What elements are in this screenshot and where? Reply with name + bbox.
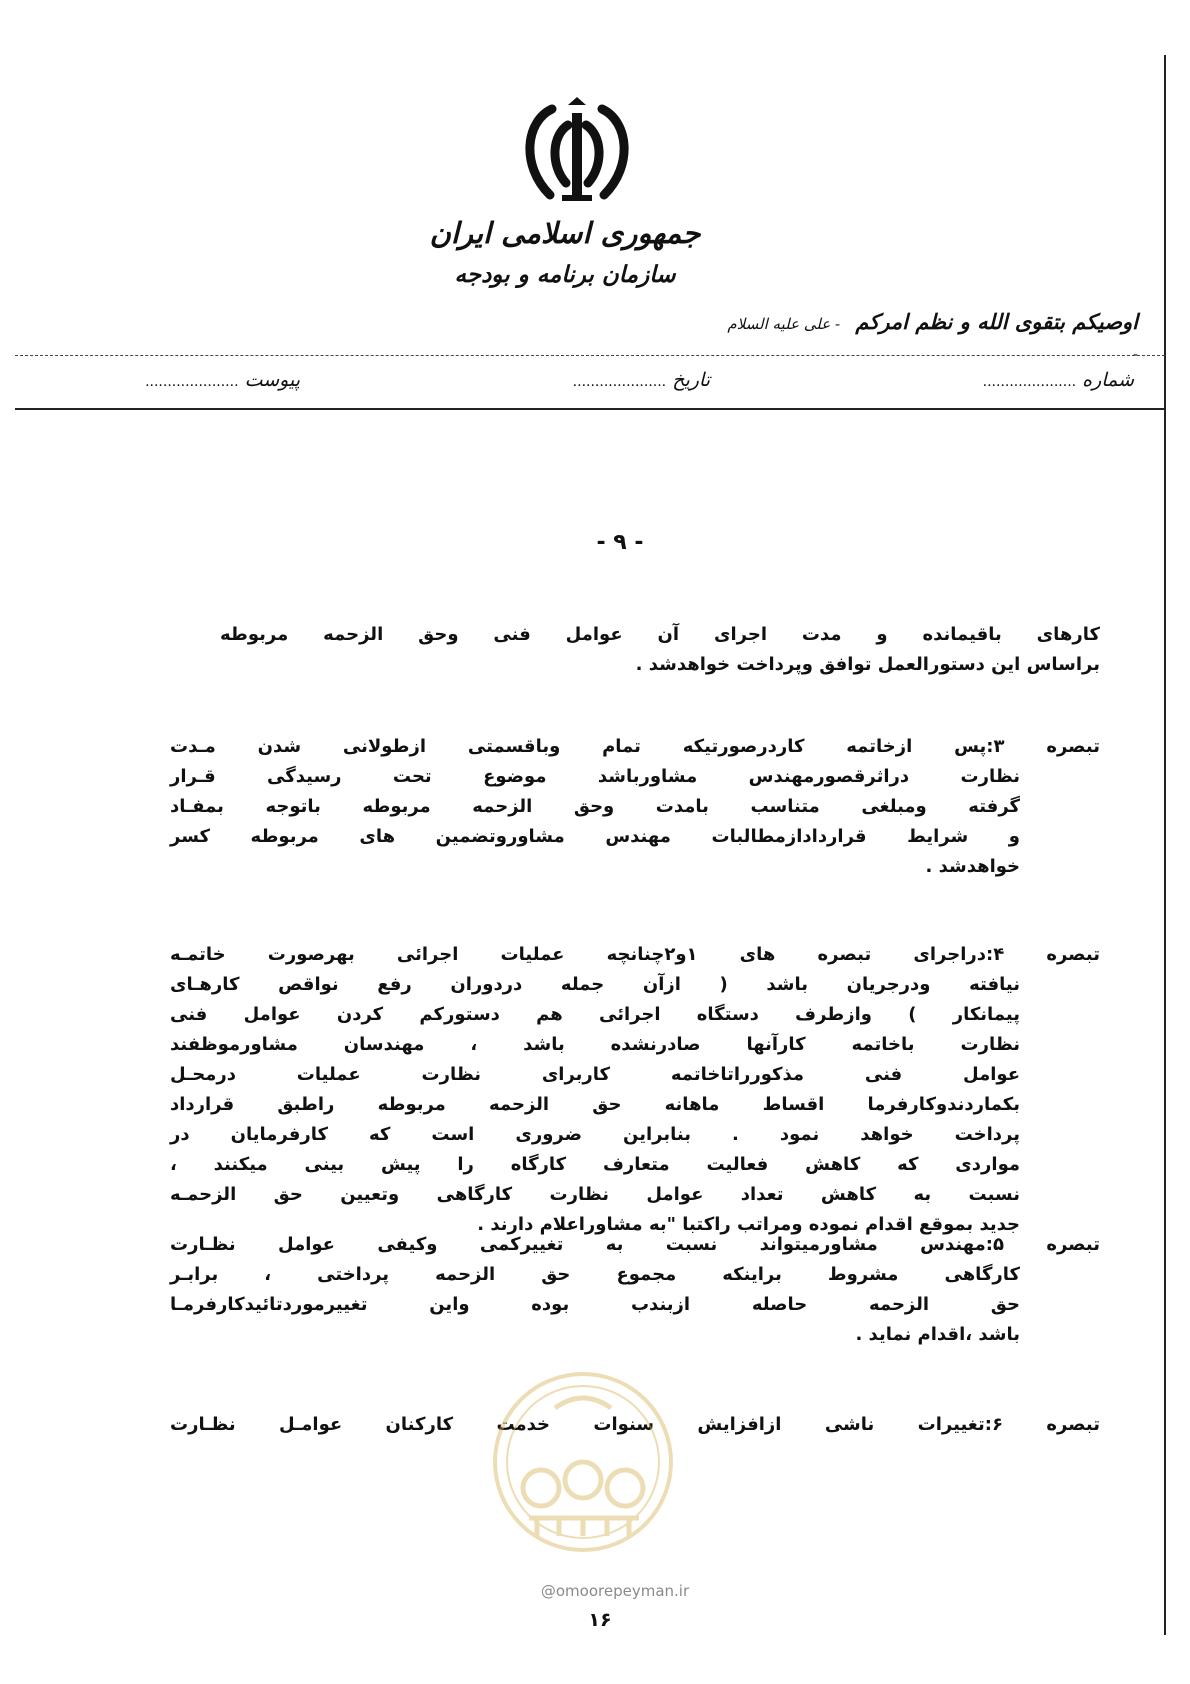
- paragraph-line: مواردی که کاهش فعالیت متعارف کارگاه را پیش بینی میکنند ،: [170, 1154, 1020, 1175]
- header-divider-bottom: [15, 408, 1165, 410]
- date-label: تاریخ: [672, 369, 710, 391]
- right-margin-rule: [1164, 55, 1166, 1635]
- note-tag: تبصره ۳:: [986, 736, 1100, 757]
- paragraph-line: [170, 940, 1100, 970]
- note-tag: تبصره ۶:: [984, 1414, 1100, 1435]
- page-number: ۱۶: [588, 1609, 612, 1631]
- iran-emblem-icon: [512, 95, 642, 207]
- number-field: [983, 367, 1134, 395]
- date-dots: .....................: [572, 374, 667, 390]
- note-3-continuation: [170, 762, 1020, 882]
- number-dots: .....................: [982, 374, 1077, 390]
- date-field: [573, 367, 710, 395]
- watermark-seal-icon: [489, 1368, 677, 1556]
- paragraph-line: براساس این دستورالعمل توافق وپرداخت خواهدشد .: [635, 654, 1100, 675]
- header-divider-top: [15, 355, 1165, 357]
- paragraph-line-text: مهندس مشاورمیتواند نسبت به تغییرکمی وکیفی عوامل نظـارت: [170, 1234, 986, 1255]
- paragraph-line: نسبت به کاهش تعداد عوامل نظارت کارگاهی وتعیین حق الزحمـه: [170, 1184, 1020, 1205]
- paragraph-line: نظارت دراثرقصورمهندس مشاورباشد موضوع تحت رسیدگی قـرار: [170, 766, 1020, 787]
- organization-title: جمهوری اسلامی ایران: [429, 216, 701, 250]
- paragraph-line: پرداخت خواهد نمود . بنابراین ضروری است که کارفرمایان در: [170, 1124, 1020, 1145]
- paragraph-line: گرفته ومبلغی متناسب بامدت وحق الزحمه مربوطه باتوجه بمفـاد: [170, 796, 1020, 817]
- motto-text: اوصیکم بتقوی الله و نظم امرکم: [855, 309, 1138, 334]
- paragraph-line-text: پس ازخاتمه کاردرصورتیکه تمام وباقسمتی ازطولانی شدن مـدت: [170, 736, 987, 757]
- number-label: شماره: [1082, 369, 1134, 391]
- header-motto: [718, 308, 1138, 368]
- note-tag: تبصره ۴:: [985, 944, 1101, 965]
- paragraph-intro: [220, 620, 1100, 680]
- page-marker: - ۹ -: [596, 530, 644, 555]
- paragraph-line: حق الزحمه حاصله ازبندب بوده واین تغییرموردتائیدکارفرمـا: [170, 1294, 1020, 1315]
- paragraph-note-5: [170, 1230, 1100, 1350]
- watermark-site: @omoorepeyman.ir: [540, 1582, 690, 1600]
- note-4-continuation: [170, 970, 1020, 1240]
- paragraph-line: و شرایط قراردادازمطالبات مهندس مشاوروتضمین های مربوطه کسر: [170, 826, 1020, 847]
- paragraph-line: [170, 732, 1100, 762]
- paragraph-line: نیافته ودرجریان باشد ( ازآن جمله دردوران رفع نواقص کارهـای: [170, 974, 1020, 995]
- paragraph-line-text: تغییرات ناشی ازافزایش سنوات خدمت کارکنان عوامـل نظـارت: [170, 1414, 985, 1435]
- paragraph-line: خواهدشد .: [925, 856, 1020, 877]
- paragraph-line-text: دراجرای تبصره های ۱و۲چنانچه عملیات اجرائی بهرصورت خاتمـه: [170, 944, 986, 965]
- note-5-continuation: [170, 1260, 1020, 1350]
- paragraph-line: بکماردندوکارفرما اقساط ماهانه حق الزحمه مربوطه راطبق قرارداد: [170, 1094, 1020, 1115]
- paragraph-line: عوامل فنی مذکورراتاخاتمه کاربرای نظارت عملیات درمحـل: [170, 1064, 1020, 1085]
- motto-attribution: - علی علیه السلام -: [727, 315, 1138, 363]
- paragraph-line: کارهای باقیمانده و مدت اجرای آن عوامل فنی وحق الزحمه مربوطه: [220, 624, 1100, 645]
- paragraph-note-3: [170, 732, 1100, 882]
- paragraph-line: [170, 1230, 1100, 1260]
- paragraph-line: نظارت باخاتمه کارآنها صادرنشده باشد ، مهندسان مشاورموظفند: [170, 1034, 1020, 1055]
- organization-subtitle: سازمان برنامه و بودجه: [454, 261, 676, 288]
- attachment-label: پیوست: [244, 369, 300, 391]
- paragraph-line: کارگاهی مشروط براینکه مجموع حق الزحمه پرداختی ، برابـر: [170, 1264, 1020, 1285]
- note-tag: تبصره ۵:: [985, 1234, 1100, 1255]
- paragraph-line: جدید بموقع اقدام نموده ومراتب راکتبا "به مشاوراعلام دارند .: [477, 1214, 1020, 1235]
- attachment-dots: .....................: [145, 374, 239, 390]
- paragraph-note-4: [170, 940, 1100, 1240]
- paragraph-line: پیمانکار ) وازطرف دستگاه اجرائی هم دستورکم کردن عوامل فنی: [170, 1004, 1020, 1025]
- paragraph-line: باشد ،اقدام نماید .: [855, 1324, 1020, 1345]
- attachment-field: [145, 367, 300, 395]
